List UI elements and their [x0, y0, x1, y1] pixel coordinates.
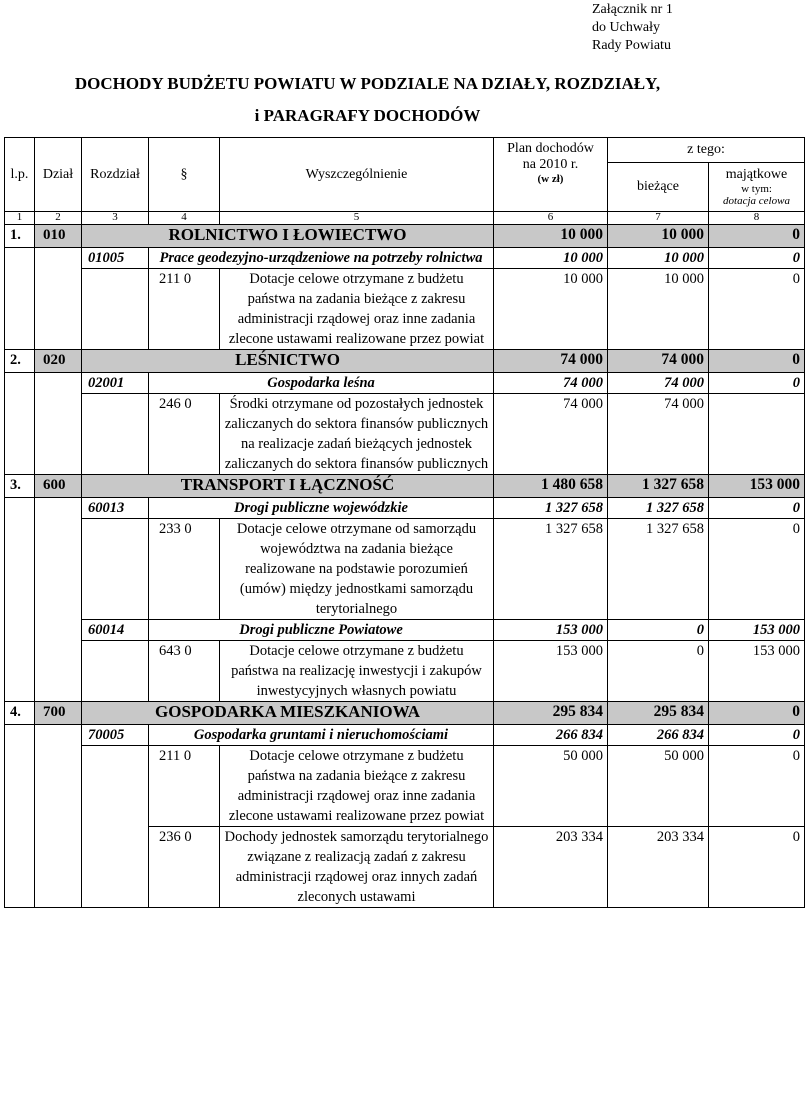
rozdzial-code-blank	[82, 519, 149, 620]
paragraf-code: 236 0	[149, 827, 220, 908]
document-title-line-1: DOCHODY BUDŻETU POWIATU W PODZIALE NA DZIAŁY, ROZDZIAŁY,	[74, 74, 661, 93]
paragraf-biezace: 50 000	[608, 746, 709, 827]
header-plan	[494, 138, 608, 212]
header-z-tego: z tego:	[608, 138, 805, 163]
paragraf-majatkowe: 0	[709, 746, 805, 827]
section-lp-blank	[5, 498, 35, 702]
rozdzial-biezace: 266 834	[608, 725, 709, 746]
rozdzial-code: 60014	[82, 620, 149, 641]
rozdzial-row	[5, 725, 805, 746]
section-dzial-blank	[35, 498, 82, 702]
col-num-7: 7	[608, 212, 709, 225]
rozdzial-majatkowe: 0	[709, 725, 805, 746]
paragraf-plan: 74 000	[494, 394, 608, 475]
rozdzial-code-blank	[82, 394, 149, 475]
paragraf-plan: 10 000	[494, 269, 608, 350]
section-lp-blank	[5, 725, 35, 908]
rozdzial-name: Gospodarka gruntami i nieruchomościami	[149, 725, 494, 746]
rozdzial-name: Prace geodezyjno-urządzeniowe na potrzeby rolnictwa	[149, 248, 494, 269]
section-plan: 1 480 658	[494, 475, 608, 498]
paragraf-biezace: 203 334	[608, 827, 709, 908]
rozdzial-plan: 266 834	[494, 725, 608, 746]
header-plan-unit: (w zł)	[537, 173, 564, 185]
section-lp-blank	[5, 373, 35, 475]
section-majatkowe: 0	[709, 702, 805, 725]
rozdzial-code: 70005	[82, 725, 149, 746]
col-num-3: 3	[82, 212, 149, 225]
paragraf-biezace: 0	[608, 641, 709, 702]
section-dzial-blank	[35, 725, 82, 908]
col-num-1: 1	[5, 212, 35, 225]
col-num-2: 2	[35, 212, 82, 225]
paragraf-majatkowe: 0	[709, 827, 805, 908]
paragraf-row	[5, 746, 805, 827]
header-biezace: bieżące	[608, 163, 709, 212]
section-majatkowe: 153 000	[709, 475, 805, 498]
paragraf-name: Dotacje celowe otrzymane z budżetu państwa na realizację inwestycji i zakupów inwestycyjnych własnych powiatu	[220, 641, 494, 702]
paragraf-majatkowe: 0	[709, 519, 805, 620]
section-row	[5, 225, 805, 248]
section-row	[5, 702, 805, 725]
section-row	[5, 350, 805, 373]
section-biezace: 10 000	[608, 225, 709, 248]
rozdzial-majatkowe: 0	[709, 498, 805, 519]
section-biezace: 1 327 658	[608, 475, 709, 498]
column-number-row	[5, 212, 805, 225]
paragraf-plan: 203 334	[494, 827, 608, 908]
paragraf-majatkowe: 0	[709, 269, 805, 350]
section-name: ROLNICTWO I ŁOWIECTWO	[82, 225, 494, 248]
annex-note	[592, 1, 673, 55]
rozdzial-biezace: 0	[608, 620, 709, 641]
document-title-line-2: i PARAGRAFY DOCHODÓW	[254, 106, 481, 125]
paragraf-biezace: 74 000	[608, 394, 709, 475]
rozdzial-code: 01005	[82, 248, 149, 269]
paragraf-plan: 1 327 658	[494, 519, 608, 620]
header-plan-line-2: na 2010 r.	[522, 157, 579, 172]
paragraf-biezace: 10 000	[608, 269, 709, 350]
section-dzial: 020	[35, 350, 82, 373]
paragraf-row	[5, 394, 805, 475]
rozdzial-row	[5, 248, 805, 269]
paragraf-row	[5, 269, 805, 350]
paragraf-name: Dotacje celowe otrzymane od samorządu województwa na zadania bieżące realizowane na podstawie porozumień (umów) między jednostkami samorządu terytorialnego	[220, 519, 494, 620]
rozdzial-biezace: 1 327 658	[608, 498, 709, 519]
header-wyszczegolnienie: Wyszczególnienie	[220, 138, 494, 212]
rozdzial-code-blank	[82, 746, 149, 908]
paragraf-name: Środki otrzymane od pozostałych jednostek zaliczanych do sektora finansów publicznych na realizacje zadań bieżących jednostek zaliczanych do sektora finansów publicznych	[220, 394, 494, 475]
rozdzial-biezace: 74 000	[608, 373, 709, 394]
section-name: TRANSPORT I ŁĄCZNOŚĆ	[82, 475, 494, 498]
col-num-5: 5	[220, 212, 494, 225]
paragraf-code: 643 0	[149, 641, 220, 702]
section-plan: 10 000	[494, 225, 608, 248]
paragraf-name: Dotacje celowe otrzymane z budżetu państwa na zadania bieżące z zakresu administracji rządowej oraz inne zadania zlecone ustawami realizowane przez powiat	[220, 269, 494, 350]
annex-line-3: Rady Powiatu	[592, 38, 671, 53]
annex-line-1: Załącznik nr 1	[592, 2, 673, 17]
header-w-tym: w tym:	[741, 183, 772, 195]
rozdzial-code: 02001	[82, 373, 149, 394]
paragraf-biezace: 1 327 658	[608, 519, 709, 620]
col-num-4: 4	[149, 212, 220, 225]
rozdzial-name: Drogi publiczne Powiatowe	[149, 620, 494, 641]
paragraf-row	[5, 641, 805, 702]
section-dzial-blank	[35, 373, 82, 475]
paragraf-row	[5, 519, 805, 620]
section-biezace: 295 834	[608, 702, 709, 725]
section-lp: 2.	[5, 350, 35, 373]
budget-table	[4, 137, 805, 908]
paragraf-code: 211 0	[149, 746, 220, 827]
header-majatkowe	[709, 163, 805, 212]
section-dzial-blank	[35, 248, 82, 350]
section-dzial: 010	[35, 225, 82, 248]
rozdzial-code-blank	[82, 641, 149, 702]
col-num-6: 6	[494, 212, 608, 225]
section-row	[5, 475, 805, 498]
rozdzial-row	[5, 373, 805, 394]
paragraf-majatkowe: 153 000	[709, 641, 805, 702]
section-majatkowe: 0	[709, 225, 805, 248]
paragraf-code: 246 0	[149, 394, 220, 475]
col-num-8: 8	[709, 212, 805, 225]
header-lp: l.p.	[5, 138, 35, 212]
section-biezace: 74 000	[608, 350, 709, 373]
header-dotacja-celowa: dotacja celowa	[723, 195, 790, 207]
paragraf-majatkowe	[709, 394, 805, 475]
section-lp: 1.	[5, 225, 35, 248]
rozdzial-name: Gospodarka leśna	[149, 373, 494, 394]
section-lp: 4.	[5, 702, 35, 725]
rozdzial-row	[5, 498, 805, 519]
section-name: GOSPODARKA MIESZKANIOWA	[82, 702, 494, 725]
rozdzial-majatkowe: 0	[709, 248, 805, 269]
paragraf-code: 211 0	[149, 269, 220, 350]
section-dzial: 600	[35, 475, 82, 498]
section-name: LEŚNICTWO	[82, 350, 494, 373]
rozdzial-plan: 10 000	[494, 248, 608, 269]
section-majatkowe: 0	[709, 350, 805, 373]
header-row	[5, 138, 805, 163]
rozdzial-row	[5, 620, 805, 641]
section-plan: 74 000	[494, 350, 608, 373]
rozdzial-plan: 74 000	[494, 373, 608, 394]
paragraf-code: 233 0	[149, 519, 220, 620]
rozdzial-majatkowe: 0	[709, 373, 805, 394]
rozdzial-plan: 153 000	[494, 620, 608, 641]
rozdzial-code: 60013	[82, 498, 149, 519]
header-dzial: Dział	[35, 138, 82, 212]
section-lp: 3.	[5, 475, 35, 498]
paragraf-plan: 153 000	[494, 641, 608, 702]
annex-line-2: do Uchwały	[592, 20, 661, 35]
rozdzial-plan: 1 327 658	[494, 498, 608, 519]
header-plan-line-1: Plan dochodów	[507, 141, 594, 156]
paragraf-name: Dochody jednostek samorządu terytorialnego związane z realizacją zadań z zakresu administracji rządowej oraz innych zadań zleconych ustawami	[220, 827, 494, 908]
rozdzial-majatkowe: 153 000	[709, 620, 805, 641]
paragraf-plan: 50 000	[494, 746, 608, 827]
section-plan: 295 834	[494, 702, 608, 725]
rozdzial-biezace: 10 000	[608, 248, 709, 269]
header-rozdzial: Rozdział	[82, 138, 149, 212]
header-majatkowe-label: majątkowe	[725, 167, 788, 182]
rozdzial-name: Drogi publiczne wojewódzkie	[149, 498, 494, 519]
section-dzial: 700	[35, 702, 82, 725]
rozdzial-code-blank	[82, 269, 149, 350]
section-lp-blank	[5, 248, 35, 350]
paragraf-name: Dotacje celowe otrzymane z budżetu państwa na zadania bieżące z zakresu administracji rządowej oraz inne zadania zlecone ustawami realizowane przez powiat	[220, 746, 494, 827]
header-paragraf: §	[149, 138, 220, 212]
